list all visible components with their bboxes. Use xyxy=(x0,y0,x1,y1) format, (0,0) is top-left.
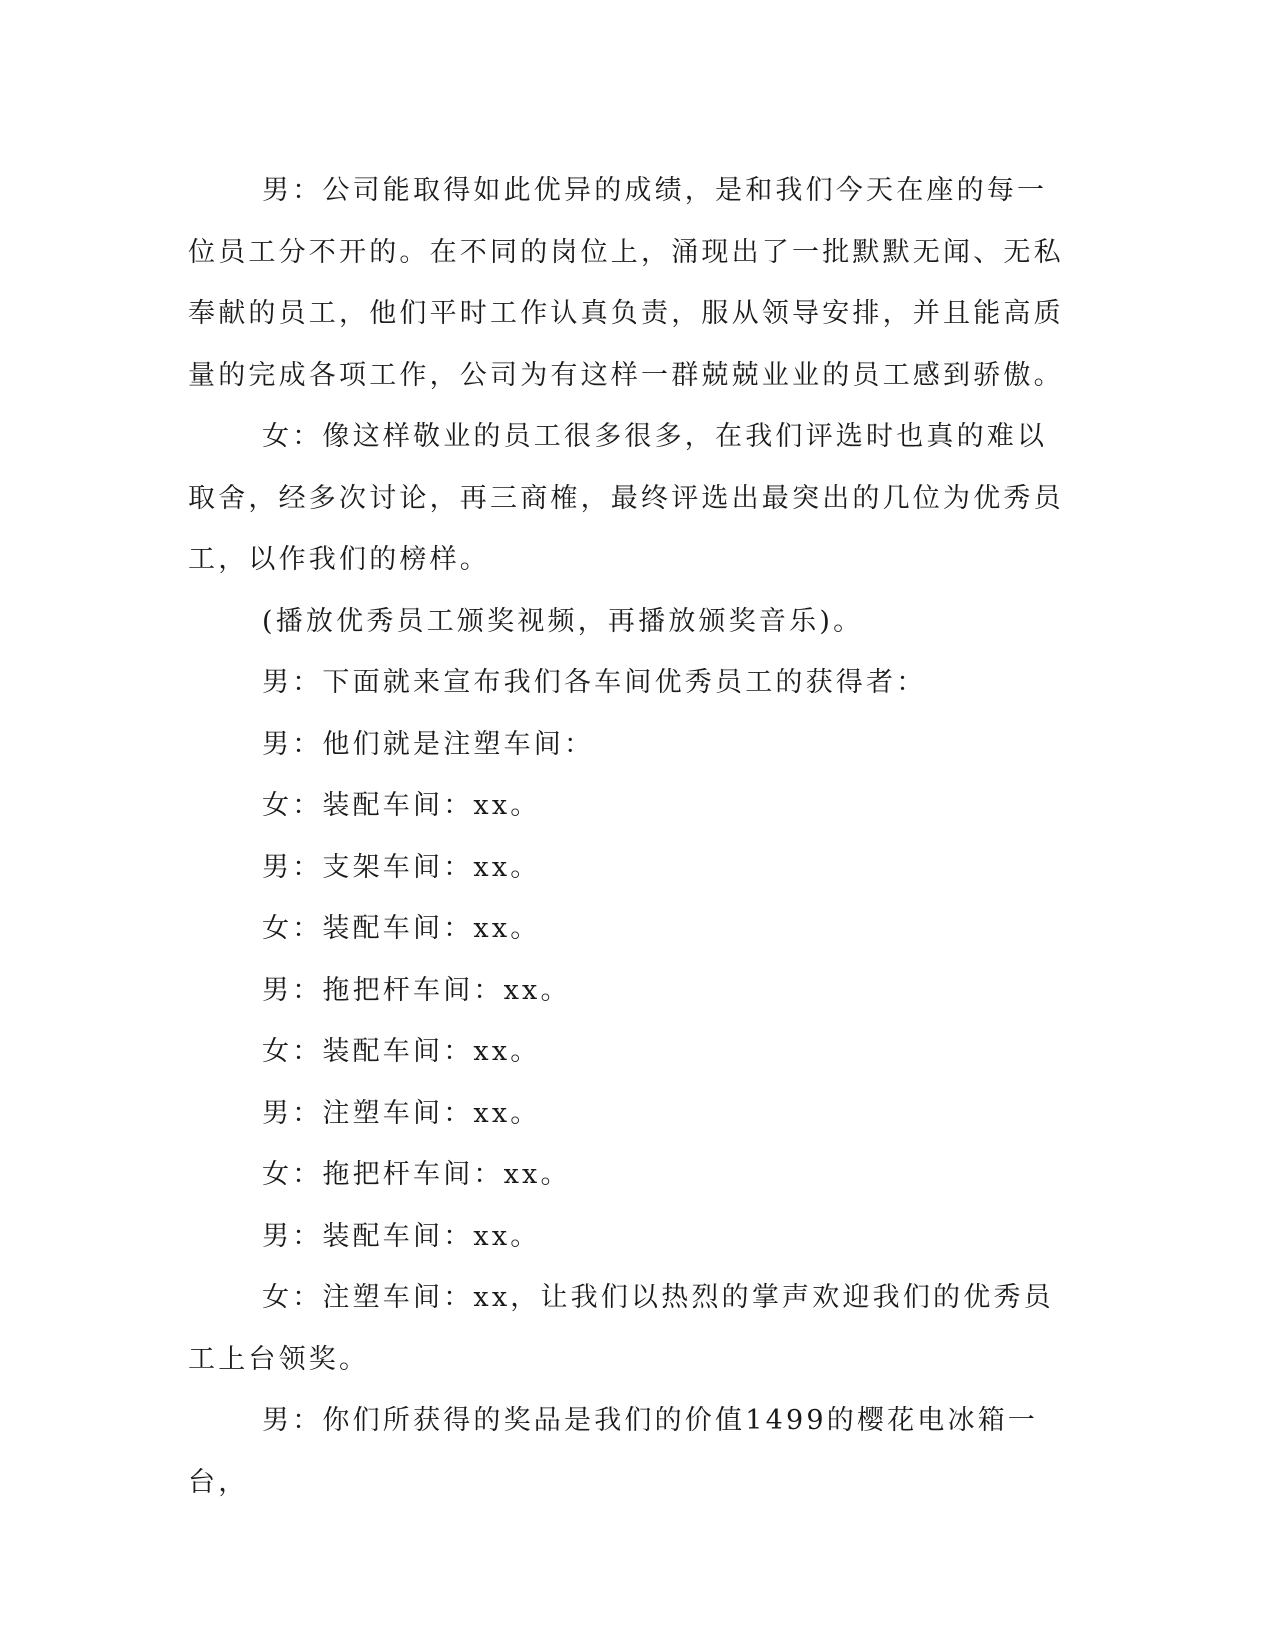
paragraph-line: 男：注塑车间：xx。 xyxy=(262,1097,541,1129)
paragraph-line: 男：拖把杆车间：xx。 xyxy=(262,974,571,1006)
paragraph-selection: 女：像这样敬业的员工很多很多，在我们评选时也真的难以取舍，经多次讨论，再三商榷，最终评选出最突出的几位为优秀员工，以作我们的榜样。 xyxy=(188,421,1064,575)
document-body xyxy=(188,160,1068,1513)
paragraph-line: 男：装配车间：xx。 xyxy=(262,1220,541,1252)
paragraph-line: 男：他们就是注塑车间： xyxy=(262,728,595,760)
paragraph-line: 男：支架车间：xx。 xyxy=(262,851,541,883)
paragraph-line: 女：装配车间：xx。 xyxy=(262,913,541,944)
paragraph-welcome: 女：注塑车间：xx，让我们以热烈的掌声欢迎我们的优秀员工上台领奖。 xyxy=(188,1282,1054,1375)
paragraph-line: 女：装配车间：xx。 xyxy=(262,790,541,821)
paragraph-line: 女：装配车间：xx。 xyxy=(262,1036,541,1067)
paragraph-announcement: 男：下面就来宣布我们各车间优秀员工的获得者： xyxy=(262,667,927,698)
paragraph-company-achievement: 男：公司能取得如此优异的成绩，是和我们今天在座的每一位员工分不开的。在不同的岗位上，涌现出了一批默默无闻、无私奉献的员工，他们平时工作认真负责，服从领导安排，并且能高质量的完成各项工作，公司为有这样一群兢兢业业的员工感到骄傲。 xyxy=(188,175,1064,391)
paragraph-prize: 男：你们所获得的奖品是我们的价值1499的樱花电冰箱一台， xyxy=(188,1405,1039,1498)
paragraph-stage-direction: (播放优秀员工颁奖视频，再播放颁奖音乐)。 xyxy=(262,605,864,637)
paragraph-line: 女：拖把杆车间：xx。 xyxy=(262,1159,571,1190)
